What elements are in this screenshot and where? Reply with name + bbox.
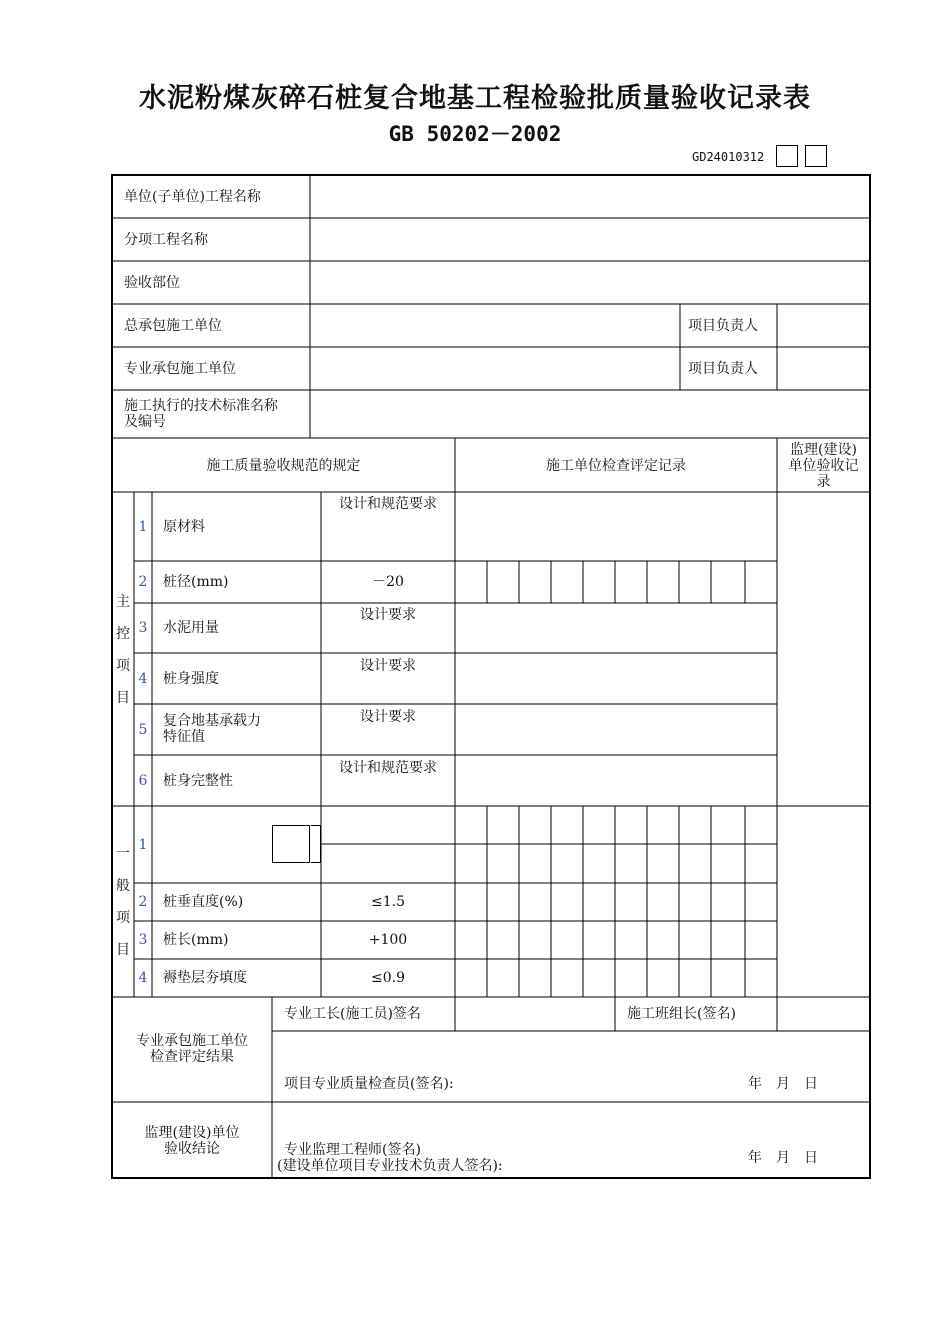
pm-label-2: 项目负责人 bbox=[688, 361, 758, 377]
contractor-result-label-1: 专业承包施工单位 bbox=[136, 1033, 248, 1049]
supervisor-conclusion-label-1: 监理(建设)单位 bbox=[144, 1125, 240, 1141]
item-number: 5 bbox=[138, 722, 148, 738]
item-number: 3 bbox=[138, 620, 148, 636]
supervisor-conclusion-label-2: 验收结论 bbox=[164, 1141, 220, 1157]
foreman-signature-label: 专业工长(施工员)签名 bbox=[284, 1006, 421, 1022]
item-number: 4 bbox=[138, 671, 148, 687]
supervisor-column-header-3: 录 bbox=[816, 474, 831, 490]
main-label-char: 控 bbox=[116, 626, 130, 642]
date-label-1: 年 月 日 bbox=[748, 1076, 818, 1092]
supervisor-column-header-1: 监理(建设) bbox=[790, 442, 857, 458]
item-number: 4 bbox=[138, 970, 148, 986]
location-label: 验收部位 bbox=[124, 275, 180, 291]
main-label-char: 目 bbox=[116, 690, 130, 706]
item-number: 2 bbox=[138, 574, 148, 590]
general-label-char: 项 bbox=[116, 910, 130, 926]
item-name: 特征值 bbox=[163, 729, 205, 745]
standard-name-label-1: 施工执行的技术标准名称 bbox=[124, 398, 278, 414]
item-name: 桩长(mm) bbox=[163, 932, 229, 948]
item-name: 水泥用量 bbox=[163, 620, 219, 636]
general-label-char: 目 bbox=[116, 942, 130, 958]
item-number: 1 bbox=[138, 837, 148, 853]
item-spec: ≤0.9 bbox=[371, 970, 405, 986]
item-spec: 设计要求 bbox=[360, 658, 416, 674]
project-name-label: 单位(子单位)工程名称 bbox=[124, 189, 261, 205]
item-spec: 设计和规范要求 bbox=[339, 496, 437, 512]
item-spec: ≤1.5 bbox=[371, 894, 405, 910]
item-name: 复合地基承载力 bbox=[163, 713, 261, 729]
main-label-char: 项 bbox=[116, 658, 130, 674]
general-contractor-label: 总承包施工单位 bbox=[124, 318, 222, 334]
page-title: 水泥粉煤灰碎石桩复合地基工程检验批质量验收记录表 bbox=[139, 83, 811, 114]
supervisor-column-header-2: 单位验收记 bbox=[788, 458, 859, 474]
item-name: 褥垫层夯填度 bbox=[163, 970, 247, 986]
main-label-char: 主 bbox=[116, 594, 130, 610]
item-spec: －20 bbox=[372, 574, 404, 590]
general-label-char: 一 bbox=[116, 846, 130, 862]
record-column-header: 施工单位检查评定记录 bbox=[546, 458, 686, 474]
owner-tech-label: (建设单位项目专业技术负责人签名): bbox=[277, 1158, 503, 1174]
item-number: 3 bbox=[138, 932, 148, 948]
item-number: 1 bbox=[138, 519, 148, 535]
supervisor-engineer-label: 专业监理工程师(签名) bbox=[284, 1142, 421, 1158]
item-name: 桩垂直度(%) bbox=[163, 894, 244, 910]
item-spec: 设计和规范要求 bbox=[339, 760, 437, 776]
special-contractor-label: 专业承包施工单位 bbox=[124, 361, 236, 377]
spec-column-header: 施工质量验收规范的规定 bbox=[206, 458, 361, 474]
date-label-2: 年 月 日 bbox=[748, 1150, 818, 1166]
form-code: GD24010312 bbox=[692, 150, 765, 164]
team-leader-signature-label: 施工班组长(签名) bbox=[627, 1006, 736, 1022]
dropdown-arrow-icon[interactable] bbox=[311, 825, 321, 863]
contractor-result-label-2: 检查评定结果 bbox=[150, 1049, 234, 1065]
inspector-signature-label: 项目专业质量检查员(签名): bbox=[284, 1076, 454, 1092]
item-name: 桩身强度 bbox=[163, 671, 219, 687]
item-name: 原材料 bbox=[163, 519, 205, 535]
item-name: 桩径(mm) bbox=[163, 574, 229, 590]
item-number: 6 bbox=[138, 773, 148, 789]
pm-label-1: 项目负责人 bbox=[688, 318, 758, 334]
item-spec: 设计要求 bbox=[360, 607, 416, 623]
general-label-char: 般 bbox=[116, 878, 130, 894]
standard-name-label-2: 及编号 bbox=[124, 414, 166, 430]
item-spec: 设计要求 bbox=[360, 709, 416, 725]
item-number: 2 bbox=[138, 894, 148, 910]
dropdown-box[interactable] bbox=[272, 825, 310, 863]
sub-project-label: 分项工程名称 bbox=[124, 232, 208, 248]
item-name: 桩身完整性 bbox=[163, 773, 233, 789]
standard-number: GB 50202－2002 bbox=[388, 122, 562, 146]
item-spec: +100 bbox=[368, 932, 408, 948]
